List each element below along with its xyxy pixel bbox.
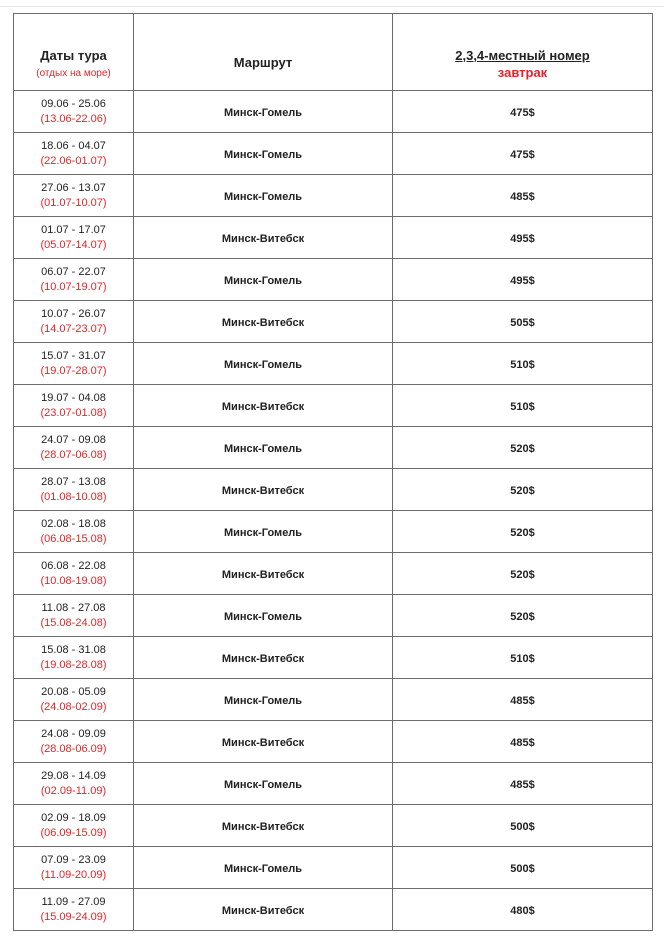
- route-cell: [134, 637, 393, 679]
- table-row: [14, 469, 653, 511]
- price-cell: [393, 469, 653, 511]
- dates-cell: [14, 343, 134, 385]
- sea-dates: (19.08-28.08): [40, 658, 107, 671]
- route-cell: [134, 427, 393, 469]
- price-cell: [393, 259, 653, 301]
- route-text: Минск-Витебск: [221, 484, 305, 497]
- tour-dates: 29.08 - 14.09: [41, 769, 106, 782]
- price-text: 475$: [510, 148, 535, 161]
- route-cell: [134, 721, 393, 763]
- sea-dates: (23.07-01.08): [40, 406, 107, 419]
- table-row: [14, 511, 653, 553]
- dates-cell: [14, 595, 134, 637]
- price-cell: [393, 763, 653, 805]
- route-text: Минск-Витебск: [221, 820, 305, 833]
- price-text: 520$: [510, 442, 535, 455]
- table-row: [14, 889, 653, 931]
- sea-dates: (24.08-02.09): [40, 700, 107, 713]
- price-text: 510$: [510, 652, 535, 665]
- route-text: Минск-Витебск: [221, 316, 305, 329]
- route-text: Минск-Гомель: [223, 694, 303, 707]
- tour-dates: 06.07 - 22.07: [41, 265, 106, 278]
- tour-price-table: [13, 13, 653, 931]
- price-text: 485$: [510, 736, 535, 749]
- dates-cell: [14, 763, 134, 805]
- table-row: [14, 763, 653, 805]
- price-text: 485$: [510, 694, 535, 707]
- sea-dates: (06.08-15.08): [40, 532, 107, 545]
- price-cell: [393, 511, 653, 553]
- price-cell: [393, 889, 653, 931]
- price-cell: [393, 553, 653, 595]
- dates-cell: [14, 805, 134, 847]
- route-text: Минск-Витебск: [221, 400, 305, 413]
- dates-cell: [14, 679, 134, 721]
- table-row: [14, 385, 653, 427]
- price-text: 495$: [510, 274, 535, 287]
- header-route-cell: [134, 14, 393, 91]
- route-cell: [134, 259, 393, 301]
- dates-cell: [14, 553, 134, 595]
- table-row: [14, 301, 653, 343]
- route-text: Минск-Гомель: [223, 862, 303, 875]
- table-row: [14, 805, 653, 847]
- tour-dates: 11.09 - 27.09: [41, 895, 106, 908]
- table-row: [14, 343, 653, 385]
- tour-dates: 15.08 - 31.08: [41, 643, 106, 656]
- tour-dates: 27.06 - 13.07: [41, 181, 106, 194]
- top-divider: [0, 0, 664, 7]
- dates-cell: [14, 721, 134, 763]
- route-cell: [134, 469, 393, 511]
- route-text: Минск-Витебск: [221, 652, 305, 665]
- route-cell: [134, 595, 393, 637]
- table-header-row: [14, 14, 653, 91]
- price-text: 495$: [510, 232, 535, 245]
- table-row: [14, 637, 653, 679]
- sea-dates: (14.07-23.07): [40, 322, 107, 335]
- sea-dates: (11.09-20.09): [40, 868, 107, 881]
- price-text: 475$: [510, 106, 535, 119]
- price-cell: [393, 595, 653, 637]
- table-row: [14, 679, 653, 721]
- tour-dates: 28.07 - 13.08: [41, 475, 106, 488]
- dates-cell: [14, 175, 134, 217]
- price-cell: [393, 385, 653, 427]
- price-text: 520$: [510, 484, 535, 497]
- tour-dates: 19.07 - 04.08: [41, 391, 106, 404]
- sea-dates: (10.08-19.08): [40, 574, 107, 587]
- header-route-label: Маршрут: [233, 55, 293, 70]
- table-row: [14, 175, 653, 217]
- route-cell: [134, 553, 393, 595]
- sea-dates: (19.07-28.07): [40, 364, 107, 377]
- price-text: 520$: [510, 610, 535, 623]
- route-cell: [134, 847, 393, 889]
- tour-dates: 18.06 - 04.07: [41, 139, 106, 152]
- sea-dates: (13.06-22.06): [40, 112, 107, 125]
- sea-dates: (22.06-01.07): [40, 154, 107, 167]
- price-cell: [393, 301, 653, 343]
- price-text: 485$: [510, 190, 535, 203]
- route-text: Минск-Витебск: [221, 568, 305, 581]
- route-cell: [134, 385, 393, 427]
- table-row: [14, 427, 653, 469]
- route-text: Минск-Гомель: [223, 106, 303, 119]
- dates-cell: [14, 847, 134, 889]
- table-row: [14, 91, 653, 133]
- route-text: Минск-Гомель: [223, 778, 303, 791]
- header-dates-label: Даты тура: [40, 47, 107, 63]
- dates-cell: [14, 217, 134, 259]
- dates-cell: [14, 889, 134, 931]
- price-text: 510$: [510, 400, 535, 413]
- route-text: Минск-Гомель: [223, 610, 303, 623]
- sea-dates: (15.09-24.09): [40, 910, 107, 923]
- sea-dates: (10.07-19.07): [40, 280, 107, 293]
- tour-dates: 10.07 - 26.07: [41, 307, 106, 320]
- dates-cell: [14, 133, 134, 175]
- route-text: Минск-Гомель: [223, 190, 303, 203]
- tour-dates: 06.08 - 22.08: [41, 559, 106, 572]
- sea-dates: (28.07-06.08): [40, 448, 107, 461]
- route-cell: [134, 805, 393, 847]
- dates-cell: [14, 427, 134, 469]
- sea-dates: (06.09-15.09): [40, 826, 107, 839]
- table-row: [14, 259, 653, 301]
- header-dates-cell: [14, 14, 134, 91]
- header-price-cell: [393, 14, 653, 91]
- dates-cell: [14, 385, 134, 427]
- dates-cell: [14, 469, 134, 511]
- tour-dates: 02.09 - 18.09: [41, 811, 106, 824]
- tour-dates: 07.09 - 23.09: [41, 853, 106, 866]
- route-text: Минск-Гомель: [223, 526, 303, 539]
- price-text: 510$: [510, 358, 535, 371]
- table-row: [14, 847, 653, 889]
- price-cell: [393, 679, 653, 721]
- route-cell: [134, 217, 393, 259]
- route-cell: [134, 343, 393, 385]
- route-text: Минск-Гомель: [223, 274, 303, 287]
- price-cell: [393, 805, 653, 847]
- price-cell: [393, 217, 653, 259]
- price-text: 500$: [510, 820, 535, 833]
- price-cell: [393, 427, 653, 469]
- price-cell: [393, 637, 653, 679]
- price-cell: [393, 133, 653, 175]
- route-cell: [134, 301, 393, 343]
- route-cell: [134, 91, 393, 133]
- table-body: [14, 91, 653, 931]
- header-room-label: 2,3,4-местный номер: [455, 47, 590, 63]
- route-text: Минск-Гомель: [223, 358, 303, 371]
- dates-cell: [14, 637, 134, 679]
- tour-dates: 24.08 - 09.09: [41, 727, 106, 740]
- tour-dates: 02.08 - 18.08: [41, 517, 106, 530]
- tour-dates: 01.07 - 17.07: [41, 223, 106, 236]
- sea-dates: (02.09-11.09): [40, 784, 107, 797]
- table-row: [14, 217, 653, 259]
- price-text: 520$: [510, 526, 535, 539]
- route-cell: [134, 763, 393, 805]
- table-row: [14, 133, 653, 175]
- price-cell: [393, 343, 653, 385]
- dates-cell: [14, 301, 134, 343]
- tour-dates: 24.07 - 09.08: [41, 433, 106, 446]
- route-text: Минск-Витебск: [221, 736, 305, 749]
- tour-dates: 15.07 - 31.07: [41, 349, 106, 362]
- price-text: 500$: [510, 862, 535, 875]
- dates-cell: [14, 511, 134, 553]
- route-cell: [134, 679, 393, 721]
- route-text: Минск-Гомель: [223, 442, 303, 455]
- tour-dates: 09.06 - 25.06: [41, 97, 106, 110]
- dates-cell: [14, 91, 134, 133]
- sea-dates: (05.07-14.07): [40, 238, 107, 251]
- route-cell: [134, 511, 393, 553]
- sea-dates: (01.07-10.07): [40, 196, 107, 209]
- price-cell: [393, 847, 653, 889]
- table-row: [14, 721, 653, 763]
- header-dates-sublabel: (отдых на море): [36, 67, 111, 79]
- price-cell: [393, 175, 653, 217]
- route-cell: [134, 175, 393, 217]
- dates-cell: [14, 259, 134, 301]
- route-text: Минск-Гомель: [223, 148, 303, 161]
- sea-dates: (15.08-24.08): [40, 616, 107, 629]
- route-cell: [134, 133, 393, 175]
- price-text: 480$: [510, 904, 535, 917]
- route-cell: [134, 889, 393, 931]
- price-cell: [393, 91, 653, 133]
- tour-dates: 11.08 - 27.08: [41, 601, 106, 614]
- price-text: 505$: [510, 316, 535, 329]
- table-row: [14, 595, 653, 637]
- price-text: 485$: [510, 778, 535, 791]
- price-text: 520$: [510, 568, 535, 581]
- table-row: [14, 553, 653, 595]
- route-text: Минск-Витебск: [221, 232, 305, 245]
- sea-dates: (01.08-10.08): [40, 490, 107, 503]
- price-cell: [393, 721, 653, 763]
- tour-dates: 20.08 - 05.09: [41, 685, 106, 698]
- header-meal-label: завтрак: [497, 64, 548, 80]
- route-text: Минск-Витебск: [221, 904, 305, 917]
- sea-dates: (28.08-06.09): [40, 742, 107, 755]
